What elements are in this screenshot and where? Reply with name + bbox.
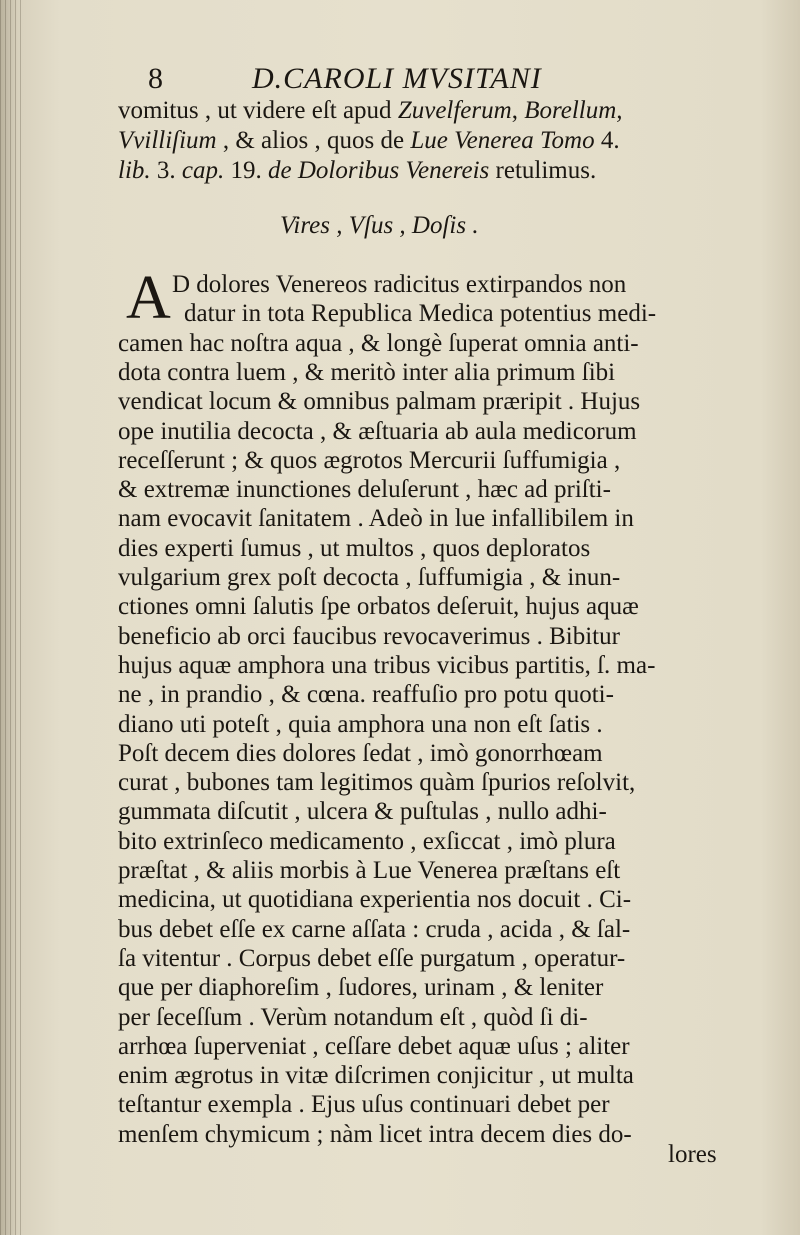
text-run: de Doloribus Venereis [268, 157, 490, 184]
text-line: hujus aquæ amphora una tribus vicibus partitis, ſ. ma- [118, 652, 656, 679]
text-run: 3. [150, 157, 182, 184]
text-line: camen hac noſtra aqua , & longè ſuperat omnia anti- [118, 330, 639, 357]
text-run: 4. [594, 127, 620, 154]
text-line: Poſt decem dies dolores ſedat , imò gonorrhœam [118, 740, 603, 767]
text-line: curat , bubones tam legitimos quàm ſpurios reſolvit, [118, 769, 636, 796]
page-number: 8 [148, 62, 164, 95]
text-run: 19. [224, 157, 269, 184]
text-line: per ſeceſſum . Verùm notandum eſt , quòd ſi di- [118, 1004, 588, 1031]
text-line: ctiones omni ſalutis ſpe orbatos deſeruit, hujus aquæ [118, 593, 639, 620]
text-line: ſa vitentur . Corpus debet eſſe purgatum , operatur- [118, 945, 626, 972]
text-line: nam evocavit ſanitatem . Adeò in lue infallibilem in [118, 505, 634, 532]
text-line: enim ægrotus in vitæ diſcrimen conjicitur , ut multa [118, 1062, 634, 1089]
text-line: menſem chymicum ; nàm licet intra decem dies do- [118, 1121, 632, 1148]
text-line: vendicat locum & omnibus palmam præripit . Hujus [118, 388, 641, 415]
text-line: dies experti ſumus , ut multos , quos deploratos [118, 535, 591, 562]
text-run: vomitus , ut videre eſt apud [118, 97, 398, 124]
text-line: que per diaphoreſim , ſudores, urinam , & leniter [118, 974, 604, 1001]
intro-line [118, 96, 718, 126]
running-title: D.CAROLI MVSITANI [252, 62, 542, 95]
text-line: vulgarium grex poſt decocta , ſuffumigia , & inun- [118, 564, 621, 591]
text-line: ope inutilia decocta , & æſtuaria ab aula medicorum [118, 418, 637, 445]
text-run: Vvilliſium [118, 127, 217, 154]
text-run: Zuvelferum [397, 97, 512, 124]
text-line: gummata diſcutit , ulcera & puſtulas , nullo adhi- [118, 798, 607, 825]
text-line: bus debet eſſe ex carne aſſata : cruda , acida , & ſal- [118, 916, 631, 943]
text-run: Borellum, [524, 97, 623, 124]
drop-cap: A [126, 264, 171, 332]
text-line: receſſerunt ; & quos ægrotos Mercurii ſuffumigia , [118, 447, 621, 474]
page-binding-edge [0, 0, 22, 1235]
text-run: , & alios , quos de [216, 127, 411, 154]
text-run: lib. [118, 157, 151, 184]
text-line: teſtantur exempla . Ejus uſus continuari debet per [118, 1091, 610, 1118]
text-line: medicina, ut quotidiana experientia nos docuit . Ci- [118, 886, 632, 913]
running-header [140, 62, 700, 96]
text-line: præſtat , & aliis morbis à Lue Venerea præſtans eſt [118, 857, 621, 884]
catchword: lores [668, 1141, 717, 1168]
text-run: retulimus. [489, 157, 597, 184]
text-line: diano uti poteſt , quia amphora una non eſt ſatis . [118, 711, 603, 738]
text-run: cap. [181, 157, 225, 184]
text-line: dota contra luem , & meritò inter alia primum ſibi [118, 359, 616, 386]
text-run: Lue Venerea Tomo [410, 127, 595, 154]
intro-line [118, 126, 718, 156]
text-line: beneficio ab orci faucibus revocaverimus . Bibitur [118, 623, 620, 650]
text-run: , [511, 97, 525, 124]
text-line: datur in tota Republica Medica potentius medi- [184, 300, 657, 327]
text-line: & extremæ inunctiones deluſerunt , hæc ad priſti- [118, 476, 611, 503]
text-line: D dolores Venereos radicitus extirpandos non [172, 271, 627, 298]
text-line: ne , in prandio , & cœna. reaffuſio pro potu quoti- [118, 681, 614, 708]
text-line: bito extrinſeco medicamento , exſiccat , imò plura [118, 828, 616, 855]
text-line: arrhœa ſuperveniat , ceſſare debet aquæ uſus ; aliter [118, 1033, 630, 1060]
section-title: Vires , Vſus , Doſis . [280, 212, 479, 239]
intro-line [118, 156, 718, 186]
